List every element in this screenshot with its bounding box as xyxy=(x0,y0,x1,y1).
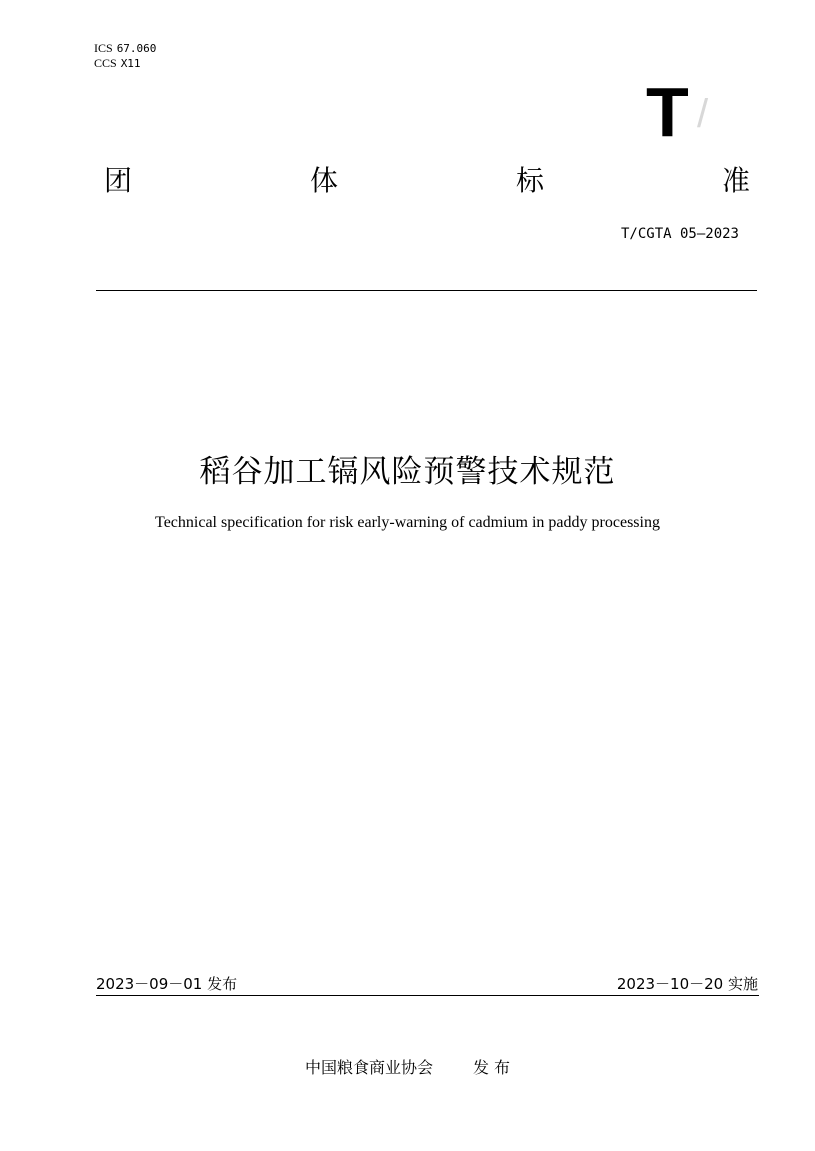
group-standard-logo-slash: / xyxy=(697,92,709,136)
ccs-line xyxy=(94,56,156,71)
standard-number: T/CGTA 05—2023 xyxy=(620,226,739,242)
ccs-code: X11 xyxy=(120,57,141,70)
footer-divider xyxy=(96,995,759,996)
group-standard-logo-letter: T xyxy=(646,73,689,151)
ics-label: ICS xyxy=(94,41,113,55)
header-divider xyxy=(96,290,757,291)
issue-date: 2023－09－01 发布 xyxy=(96,975,238,993)
standard-type-char: 体 xyxy=(309,164,338,197)
ics-code: 67.060 xyxy=(116,42,157,55)
ics-line xyxy=(94,41,156,56)
document-title-chinese: 稻谷加工镉风险预警技术规范 xyxy=(199,454,616,490)
publisher-name: 中国粮食商业协会 xyxy=(304,1058,433,1077)
document-title-english: Technical specification for risk early-warning of cadmium in paddy processing xyxy=(155,514,660,531)
implementation-date: 2023－10－20 实施 xyxy=(616,975,758,993)
publisher-line xyxy=(0,1055,815,1078)
ccs-label: CCS xyxy=(94,56,117,70)
standard-type-char: 团 xyxy=(104,164,133,197)
standard-type-heading xyxy=(104,161,750,197)
standard-type-char: 准 xyxy=(721,164,750,197)
publisher-action: 发 布 xyxy=(472,1058,511,1077)
standard-type-char: 标 xyxy=(515,164,544,197)
classification-codes xyxy=(94,41,156,71)
